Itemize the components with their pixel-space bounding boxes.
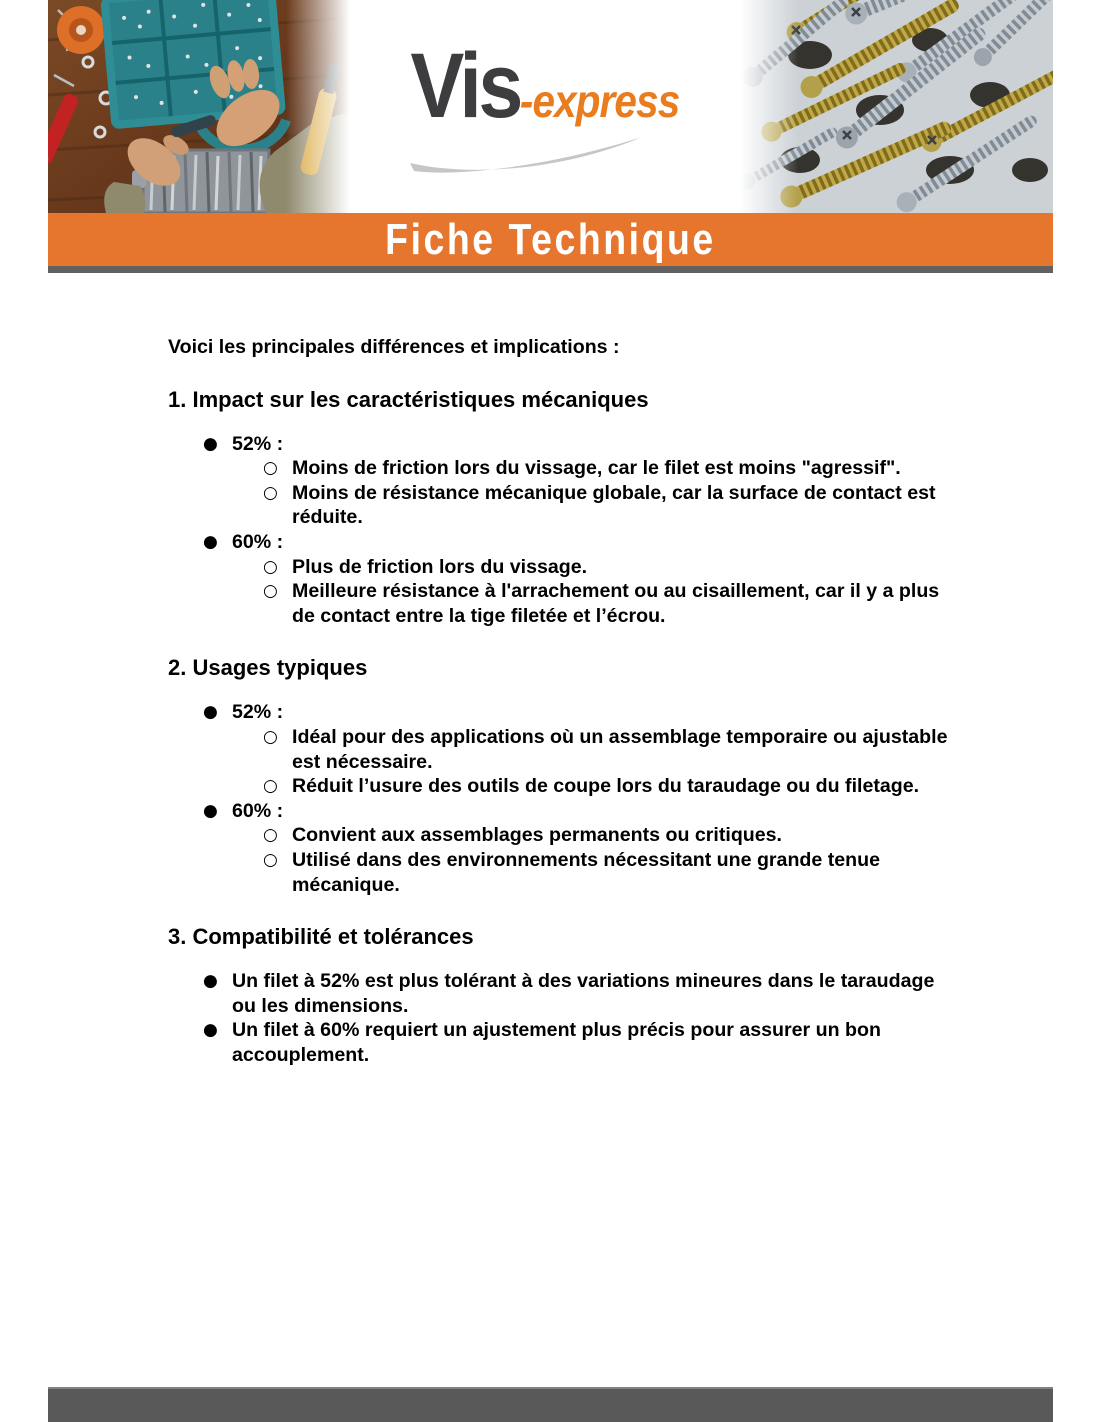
- tape-measure-icon: [57, 6, 105, 54]
- list-item: ● Un filet à 52% est plus tolérant à des variations mineures dans le taraudage ou les dimensions.: [203, 970, 935, 1017]
- circle-bullet-icon: ○: [263, 482, 278, 503]
- list-item: ● 60% :: [203, 530, 284, 553]
- list-item: ○ Utilisé dans des environnements nécessitant une grande tenue mécanique.: [263, 848, 880, 896]
- intro-text: Voici les principales différences et implications :: [168, 336, 620, 358]
- screws-photo: [740, 0, 1053, 213]
- list-item: ○ Moins de résistance mécanique globale, car la surface de contact est réduite.: [263, 481, 936, 529]
- list-item: ● 52% :: [203, 432, 284, 455]
- document-body: [48, 335, 1053, 1067]
- bullet-icon: ●: [203, 702, 218, 723]
- bullet-icon: ●: [203, 1020, 218, 1041]
- section-heading: 1. Impact sur les caractéristiques mécaniques: [168, 386, 649, 412]
- circle-bullet-icon: ○: [263, 825, 278, 846]
- bullet-list: [168, 432, 948, 629]
- bullet-list: [168, 700, 948, 897]
- list-item: ○ Plus de friction lors du vissage.: [263, 555, 588, 578]
- bullet-icon: ●: [203, 971, 218, 992]
- logo-vis-text: Vis: [410, 35, 521, 137]
- list-item: ○ Meilleure résistance à l'arrachement ou au cisaillement, car il y a plus de contact entre la tige filetée et l’écrou.: [263, 580, 940, 627]
- bullet-icon: ●: [203, 433, 218, 454]
- circle-bullet-icon: ○: [263, 458, 278, 479]
- header-divider: [48, 266, 1053, 273]
- section-heading: 2. Usages typiques: [168, 655, 368, 681]
- bullet-list: [168, 969, 948, 1067]
- list-item: ○ Idéal pour des applications où un assemblage temporaire ou ajustable est nécessaire.: [263, 725, 948, 773]
- circle-bullet-icon: ○: [263, 776, 278, 797]
- logo-wordmark: [410, 35, 680, 137]
- page-content: [48, 0, 1053, 1067]
- list-item: ● Un filet à 60% requiert un ajustement plus précis pour assurer un bon accouplement.: [203, 1019, 881, 1066]
- logo: [350, 0, 740, 213]
- section-heading: 3. Compatibilité et tolérances: [168, 924, 474, 950]
- bullet-icon: ●: [203, 531, 218, 552]
- circle-bullet-icon: ○: [263, 726, 278, 747]
- workbench-photo-illustration: [48, 0, 350, 213]
- screws-photo-illustration: [740, 0, 1053, 213]
- logo-swoosh-icon: [408, 135, 644, 179]
- list-item: ● 60% :: [203, 799, 284, 822]
- header-banner: [48, 0, 1053, 213]
- logo-express-text: -express: [520, 75, 680, 127]
- page-title: Fiche Technique: [385, 214, 716, 264]
- circle-bullet-icon: ○: [263, 849, 278, 870]
- list-item: ○ Réduit l’usure des outils de coupe lors du taraudage ou du filetage.: [263, 775, 920, 798]
- list-item: ● 52% :: [203, 701, 284, 724]
- circle-bullet-icon: ○: [263, 556, 278, 577]
- circle-bullet-icon: ○: [263, 581, 278, 602]
- footer-bar: [48, 1387, 1053, 1422]
- workbench-photo: [48, 0, 350, 213]
- title-banner: [48, 213, 1053, 266]
- list-item: ○ Convient aux assemblages permanents ou critiques.: [263, 824, 782, 847]
- list-item: ○ Moins de friction lors du vissage, car le filet est moins "agressif".: [263, 457, 901, 480]
- bullet-icon: ●: [203, 800, 218, 821]
